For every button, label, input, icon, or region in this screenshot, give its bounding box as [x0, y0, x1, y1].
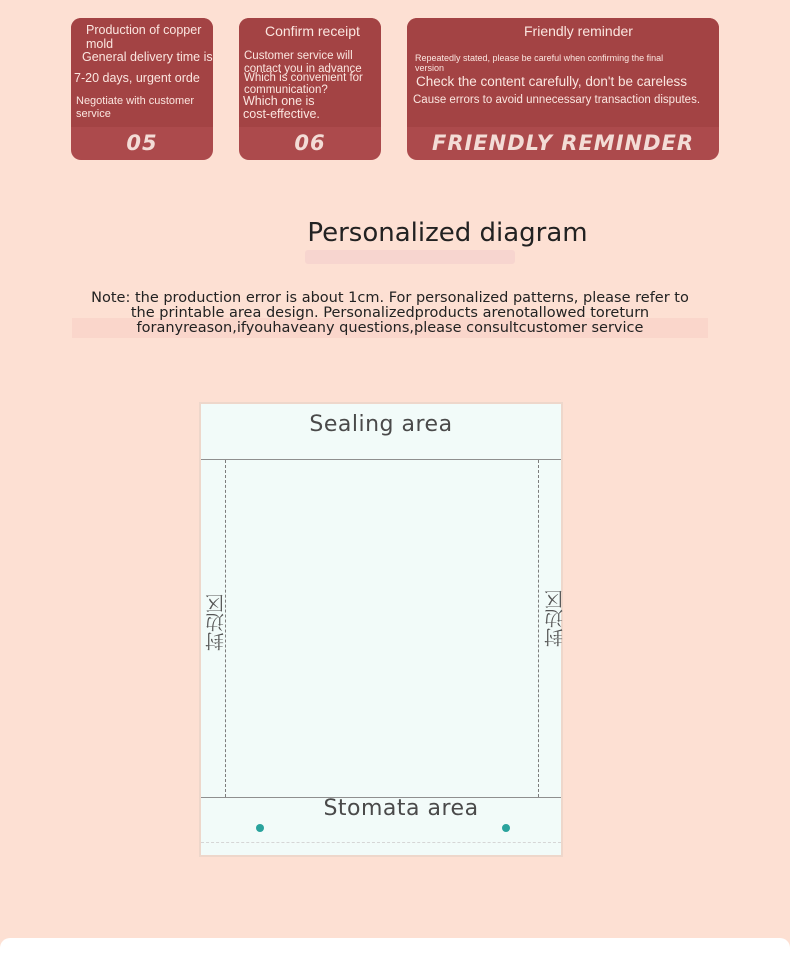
card-copper-mold	[71, 18, 213, 160]
card-text: Repeatedly stated, please be careful when confirming the final	[415, 53, 664, 63]
stomata-area-label: Stomata area	[323, 796, 479, 821]
sealing-area-divider	[201, 459, 561, 460]
card-text: version	[415, 63, 445, 73]
title-underlay	[305, 250, 515, 264]
card-text: Check the content carefully, don't be careless	[416, 74, 687, 89]
card-banner-text: FRIENDLY REMINDER	[431, 131, 695, 155]
card-text: communication?	[244, 84, 328, 96]
card-heading: Production of copper	[86, 23, 202, 37]
vent-hole-left	[256, 824, 264, 832]
bag-diagram	[199, 402, 566, 857]
page-title: Personalized diagram	[307, 218, 588, 248]
card-confirm-receipt	[239, 18, 381, 160]
next-section-panel	[0, 938, 790, 968]
card-friendly-reminder	[407, 18, 719, 160]
card-text: Which one is	[243, 94, 315, 108]
card-number: 05	[126, 131, 158, 155]
note-line: the printable area design. Personalizedproducts arenotallowed toreturn	[130, 305, 650, 321]
card-text: cost-effective.	[243, 107, 320, 121]
card-text: Which is convenient for	[244, 72, 363, 84]
card-text: Customer service will	[244, 50, 353, 62]
card-text: General delivery time is	[82, 50, 213, 64]
note-line: foranyreason,ifyouhaveany questions,please consultcustomer service	[136, 320, 644, 336]
card-heading: Confirm receipt	[265, 23, 360, 39]
card-text: contact you in advance	[244, 63, 362, 75]
card-text: Cause errors to avoid unnecessary transaction disputes.	[413, 94, 701, 106]
card-heading-line2: mold	[86, 37, 114, 51]
card-text: service	[76, 108, 111, 120]
vent-hole-right	[502, 824, 510, 832]
right-edge-seal-label: 封边区	[544, 590, 566, 647]
left-edge-seal-label: 封边区	[205, 594, 227, 651]
sealing-area-label: Sealing area	[309, 412, 453, 437]
card-text: Negotiate with customer	[76, 95, 194, 107]
production-note	[70, 291, 710, 336]
card-text: 7-20 days, urgent orde	[74, 71, 200, 85]
bottom-cut-line	[201, 842, 561, 843]
card-heading: Friendly reminder	[524, 23, 633, 39]
card-number: 06	[294, 131, 326, 155]
right-edge-seal-line	[538, 460, 539, 797]
note-line: Note: the production error is about 1cm. For personalized patterns, please refer to	[91, 290, 689, 306]
